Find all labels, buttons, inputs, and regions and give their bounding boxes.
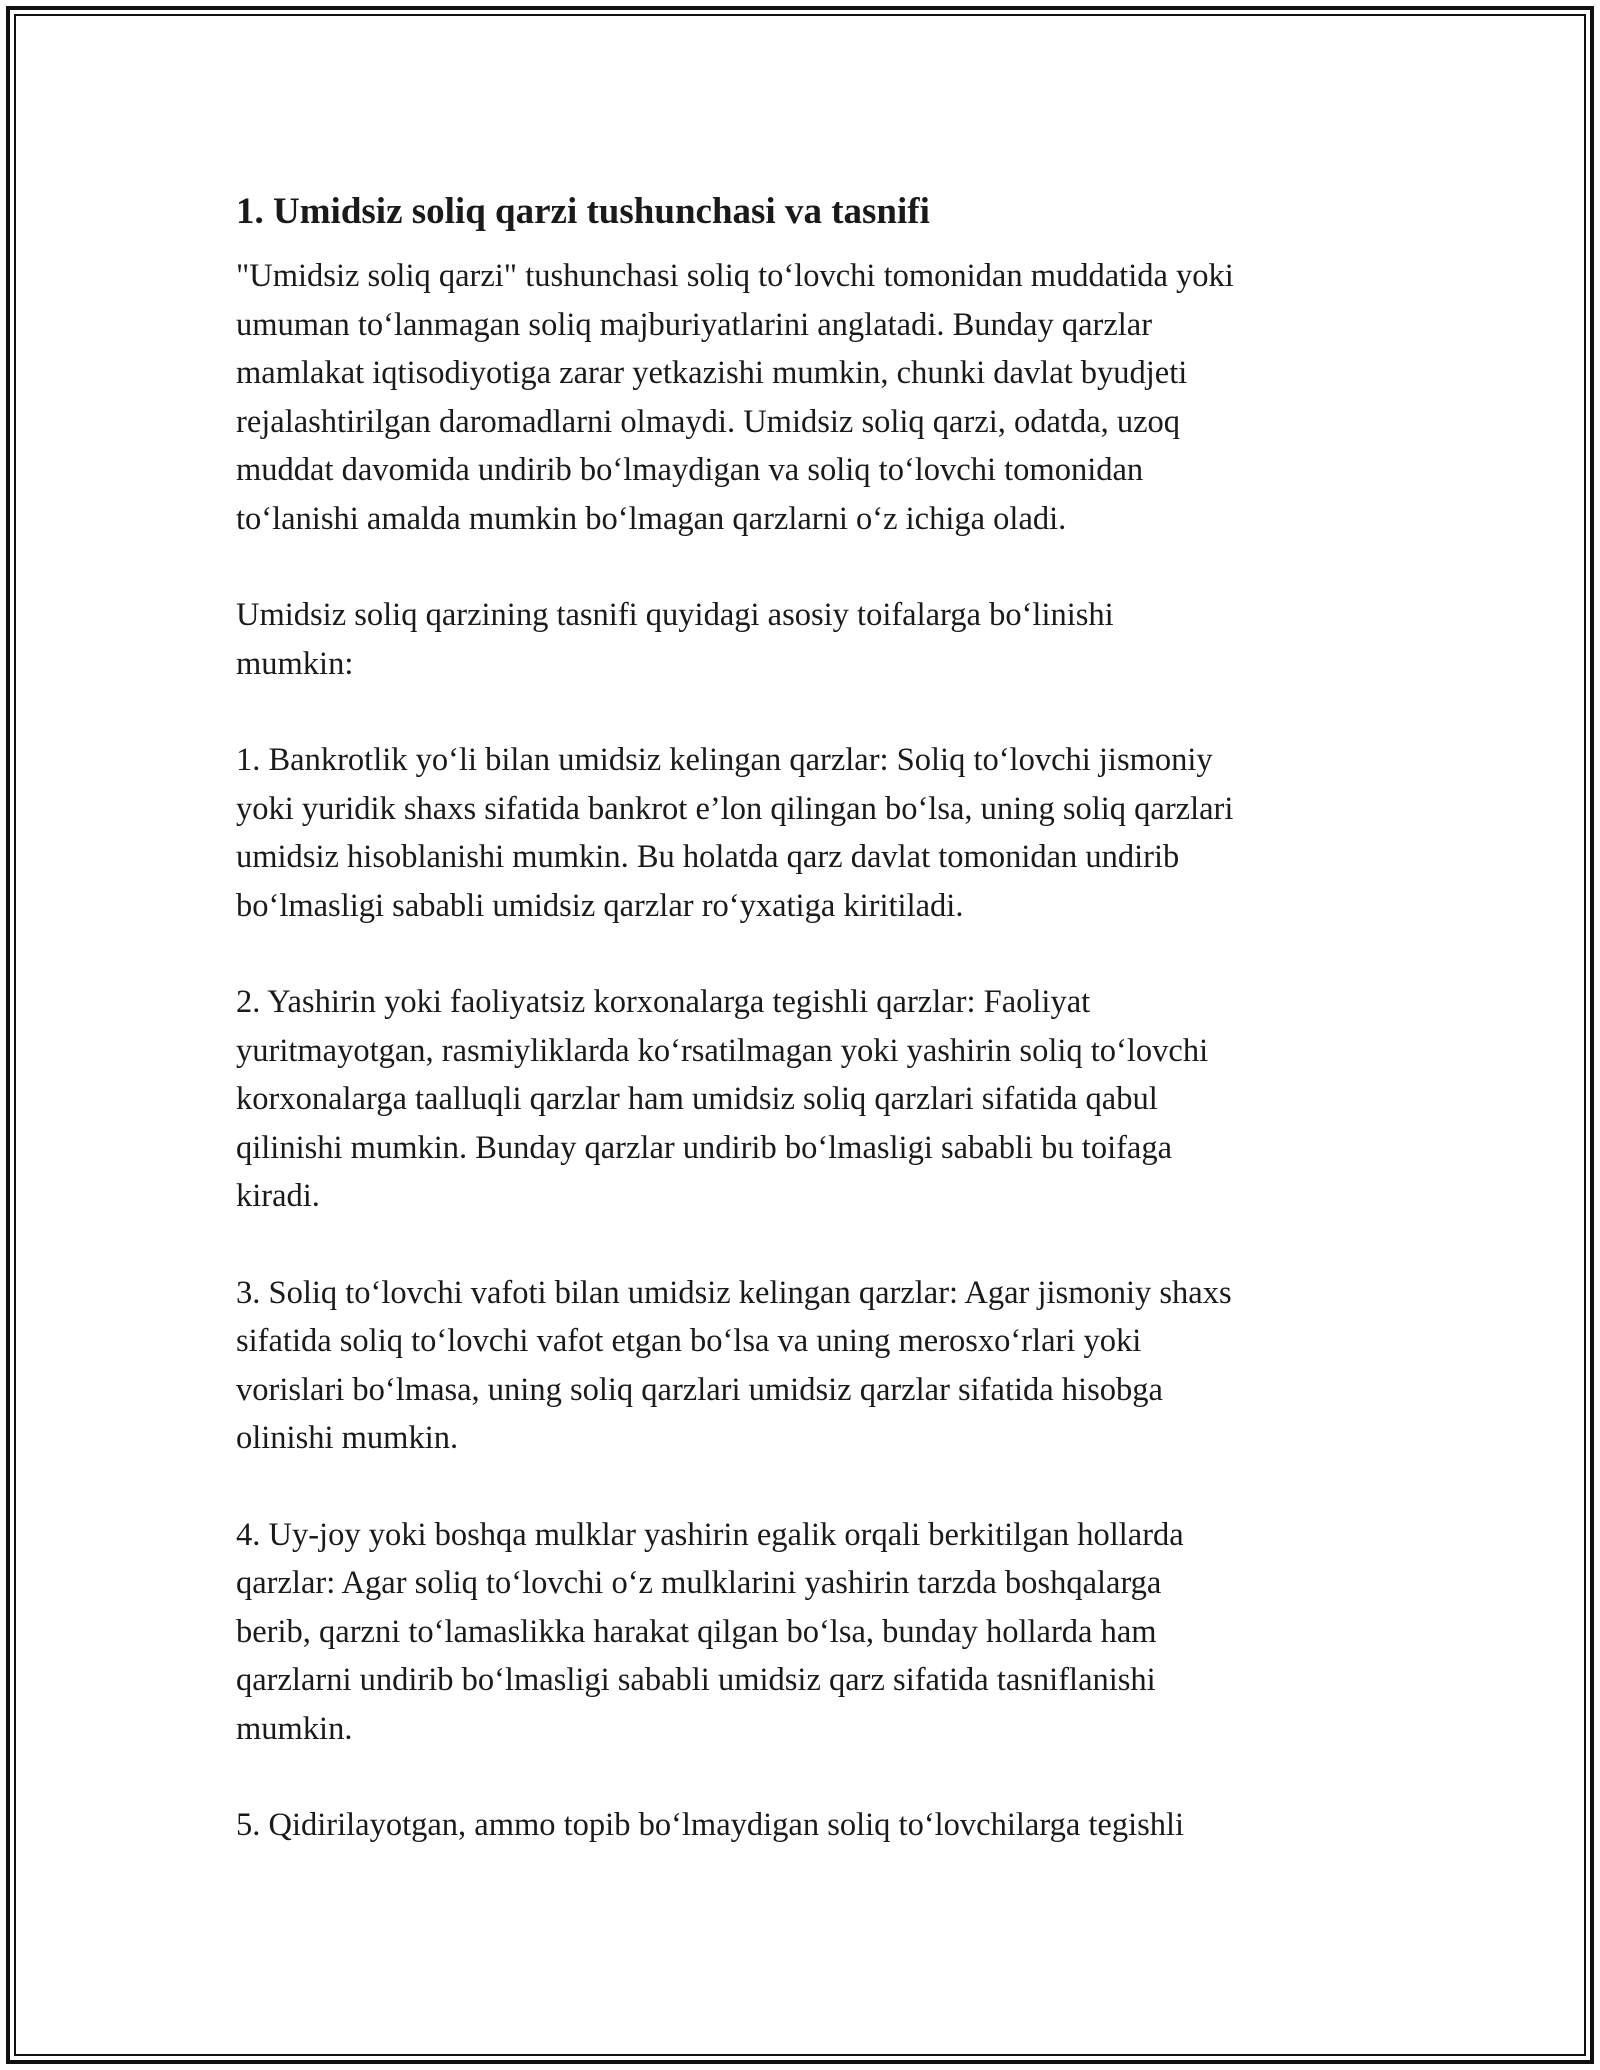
paragraph-item-1: 1. Bankrotlik yo‘li bilan umidsiz kelingan qarzlar: Soliq to‘lovchi jismoniy yoki yuridik shaxs sifatida bankrot e’lon qilingan bo‘lsa, uning soliq qarzlari umidsiz hisoblanishi mumkin. Bu holatda qarz davlat tomonidan undirib bo‘lmasligi sababli umidsiz qarzlar ro‘yxatiga kiritiladi. bbox=[236, 742, 1234, 924]
section-heading: 1. Umidsiz soliq qarzi tushunchasi va tasnifi bbox=[236, 191, 930, 232]
paragraph-classification-intro: Umidsiz soliq qarzining tasnifi quyidagi asosiy toifalarga bo‘linishi mumkin: bbox=[236, 597, 1114, 682]
document-body bbox=[236, 186, 1366, 1898]
paragraph-item-5: 5. Qidirilayotgan, ammo topib bo‘lmaydigan soliq to‘lovchilarga tegishli bbox=[236, 1807, 1185, 1843]
paragraph-definition: "Umidsiz soliq qarzi" tushunchasi soliq to‘lovchi tomonidan muddatida yoki umuman to‘lanmagan soliq majburiyatlarini anglatadi. Bunday qarzlar mamlakat iqtisodiyotiga zarar yetkazishi mumkin, chunki davlat byudjeti rejalashtirilgan daromadlarni olmaydi. Umidsiz soliq qarzi, odatda, uzoq muddat davomida undirib bo‘lmaydigan va soliq to‘lovchi tomonidan to‘lanishi amalda mumkin bo‘lmagan qarzlarni o‘z ichiga oladi. bbox=[236, 258, 1234, 537]
paragraph-item-4: 4. Uy-joy yoki boshqa mulklar yashirin egalik orqali berkitilgan hollarda qarzlar: Agar soliq to‘lovchi o‘z mulklarini yashirin tarzda boshqalarga berib, qarzni to‘lamaslikka harakat qilgan bo‘lsa, bunday hollarda ham qarzlarni undirib bo‘lmasligi sababli umidsiz qarz sifatida tasniflanishi mumkin. bbox=[236, 1516, 1184, 1747]
paragraph-item-2: 2. Yashirin yoki faoliyatsiz korxonalarga tegishli qarzlar: Faoliyat yuritmayotgan, rasmiyliklarda ko‘rsatilmagan yoki yashirin soliq to‘lovchi korxonalarga taalluqli qarzlar ham umidsiz soliq qarzlari sifatida qabul qilinishi mumkin. Bunday qarzlar undirib bo‘lmasligi sababli bu toifaga kiradi. bbox=[236, 984, 1209, 1214]
paragraph-item-3: 3. Soliq to‘lovchi vafoti bilan umidsiz kelingan qarzlar: Agar jismoniy shaxs sifatida soliq to‘lovchi vafot etgan bo‘lsa va uning merosxo‘rlari yoki vorislari bo‘lmasa, uning soliq qarzlari umidsiz qarzlar sifatida hisobga olinishi mumkin. bbox=[236, 1274, 1232, 1456]
